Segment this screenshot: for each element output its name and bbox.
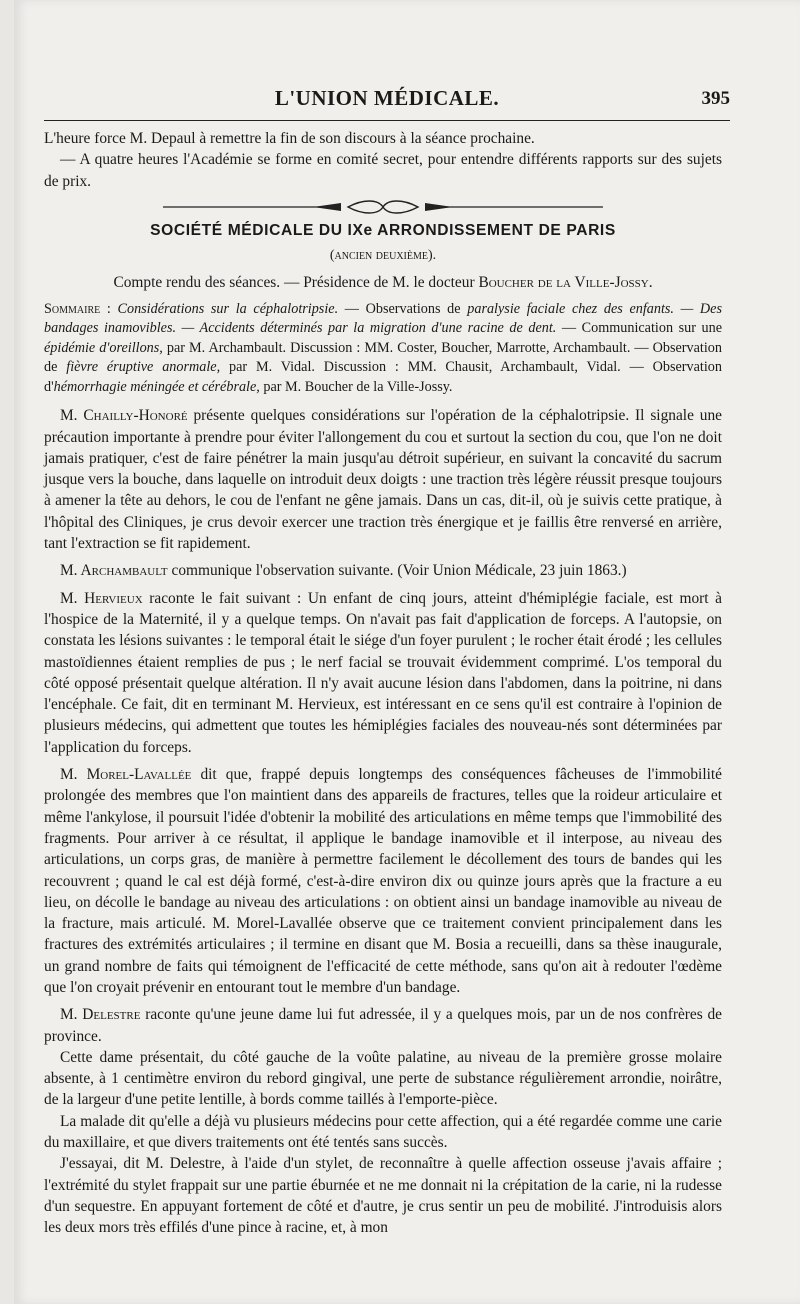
paragraph-case-description: Cette dame présentait, du côté gauche de la voûte palatine, au niveau de la première grosse molaire absente, à 1 centimètre environ du rebord gingival, une perte de substance régulièrement arrondie, noirâtre, de la largeur d'une petite lentille, à bords comme taillés à l'emporte-pièce. <box>44 1048 722 1109</box>
speaker-name: M. Delestre <box>60 1006 141 1024</box>
summary <box>44 300 722 398</box>
paragraph-hervieux <box>44 588 722 758</box>
paragraph-text: raconte qu'une jeune dame lui fut adressée, il y a quelques mois, par un de nos confrères de province. <box>44 1006 723 1045</box>
paragraph-delestre <box>44 1004 722 1047</box>
intro-line-1: L'heure force M. Depaul à remettre la fin de son discours à la séance prochaine. <box>44 130 535 147</box>
paragraph-examination: J'essayai, dit M. Delestre, à l'aide d'un stylet, de reconnaître à quelle affection osseuse j'avais affaire ; l'extrémité du stylet frappait sur une partie éburnée et ne me donnait ni la crépitation de la carie, ni la rudesse d'un sequestre. En appuyant fortement de côté et d'autre, je crus sentir un peu de mobilité. J'introduisis alors les deux mors très effilés d'une pince à racine, et, à mon <box>44 1155 722 1237</box>
paragraph-text: présente quelques considérations sur l'opération de la céphalotripsie. Il signale une précaution importante à prendre pour éviter l'allongement du cou et surtout la section du cou, que l'on ne doit jamais pratiquer, c'est de faire pénétrer la main jusqu'au détroit supérieur, en suivant la concavité du sacrum jusque vers la bouche, dans laquelle on introduit deux doigts : une traction très légère réussit presque toujours à amener la tête au dehors, le cou de l'enfant ne gêne jamais. Dans un cas, dit-il, où je suivis cette pratique, à l'hôpital des Cliniques, je crus devoir exercer une traction très énergique et je faillis être renversé en arrière, tant l'extraction se fit rapidement. <box>44 407 722 553</box>
paragraph-text: dit que, frappé depuis longtemps des conséquences fâcheuses de l'immobilité prolongée des membres que l'on maintient dans des appareils de fractures, telles que la roideur articulaire et même l'ankylose, il poursuit l'idée d'obtenir la mobilité des articulations en même temps que l'immobilité des fragments. Pour arriver à ce résultat, il applique le bandage inamovible et il interpose, au niveau des articulations, un corps gras, de manière à permettre facilement le décollement des tours de bandes qui les recouvrent ; quand le cal est déjà formé, c'est-à-dire environ dix ou quinze jours après que la fracture a eu lieu, on décolle le bandage au niveau des articulations : on obtient ainsi un bandage inamovible au niveau de la fracture, mais articulé. M. Morel-Lavallée observe que ce traitement convient principalement dans les fractures des extrémités articulaires ; il termine en disant que M. Bosia a recueilli, dans sa thèse inaugurale, un grand nombre de faits qui témoignent de l'efficacité de cette méthode, sans qu'on ait à redouter l'œdème que l'on croyait prévenir en entourant tout le membre d'un bandage. <box>44 766 722 996</box>
speaker-name: M. Hervieux <box>60 589 143 607</box>
paragraph-text: raconte le fait suivant : Un enfant de cinq jours, atteint d'hémiplégie faciale, est mort à l'hospice de la Maternité, il y a quelque temps. On n'avait pas fait d'application de forceps. A l'autopsie, on constata les lésions suivantes : le temporal était le siége d'un foyer purulent ; le rocher était érodé ; les cellules mastoïdiennes étaient remplies de pus ; le nerf facial se trouvait évidemment comprimé. L'os temporal du côté opposé présentait quelque altération. Il n'y avait aucune lésion dans l'abdomen, dans la poitrine, ni dans l'encéphale. Ce fait, dit en terminant M. Hervieux, est intéressant en ce sens qu'il est contraire à l'opinion de plusieurs médecins, qui admettent que toutes les hémiplégies faciales des nouveau-nés sont déterminées par l'application du forceps. <box>44 589 722 756</box>
summary-topic-4: fièvre éruptive anormale, <box>66 359 221 376</box>
summary-topic-1: Considérations sur la céphalotripsie. <box>117 300 339 317</box>
ornamental-divider <box>163 200 603 214</box>
page-number: 395 <box>701 88 730 109</box>
summary-topic-2: paralysie faciale chez des enfants. — Des bandages inamovibles. — Accidents déterminés par la migration d'une racine de dent. <box>44 300 722 337</box>
paragraph-morel-lavallee <box>44 764 722 998</box>
page-header <box>44 86 730 116</box>
paragraph-chailly <box>44 405 722 554</box>
summary-text-3: par M. Archambault. Discussion : MM. Coster, Boucher, Marrotte, Archambault. — Observation de <box>44 339 722 376</box>
section-subtitle: (ancien deuxième). <box>329 248 437 264</box>
speaker-name: M. Morel-Lavallée <box>60 766 192 784</box>
summary-text-2: — Communication sur une <box>556 320 722 337</box>
page <box>14 0 800 1304</box>
summary-text-4: par M. Vidal. Discussion : MM. Chausit, Archambault, Vidal. — Observation d' <box>44 359 722 395</box>
header-rule <box>44 120 730 121</box>
intro-line-2: — A quatre heures l'Académie se forme en comité secret, pour entendre différents rapports sur des sujets de prix. <box>44 151 722 190</box>
summary-topic-5: hémorrhagie méningée et cérébrale, <box>53 378 260 395</box>
summary-text-1: — Observations de <box>338 300 468 317</box>
paragraph-patient-history: La malade dit qu'elle a déjà vu plusieurs médecins pour cette affection, qui a été regardée comme une carie du maxillaire, et que divers traitements ont été tentés sans succès. <box>44 1112 722 1152</box>
minutes-prefix: Compte rendu des séances. — Présidence de M. le docteur <box>113 274 479 292</box>
paragraph-archambault <box>44 560 722 581</box>
minutes-line <box>44 272 722 293</box>
article-body <box>44 128 722 1239</box>
section-title: SOCIÉTÉ MÉDICALE DU IXe ARRONDISSEMENT DE PARIS <box>150 221 616 239</box>
summary-label: Sommaire : <box>44 300 111 317</box>
speaker-name: M. Chailly-Honoré <box>60 407 188 425</box>
summary-text-5: par M. Boucher de la Ville-Jossy. <box>259 378 453 395</box>
president-name: Boucher de la Ville-Jossy. <box>478 274 653 292</box>
running-title: L'UNION MÉDICALE. <box>274 86 500 110</box>
paragraph-text: communique l'observation suivante. (Voir Union Médicale, 23 juin 1863.) <box>167 562 627 580</box>
speaker-name: M. Archambault <box>60 562 168 580</box>
summary-topic-3: épidémie d'oreillons, <box>44 339 163 356</box>
